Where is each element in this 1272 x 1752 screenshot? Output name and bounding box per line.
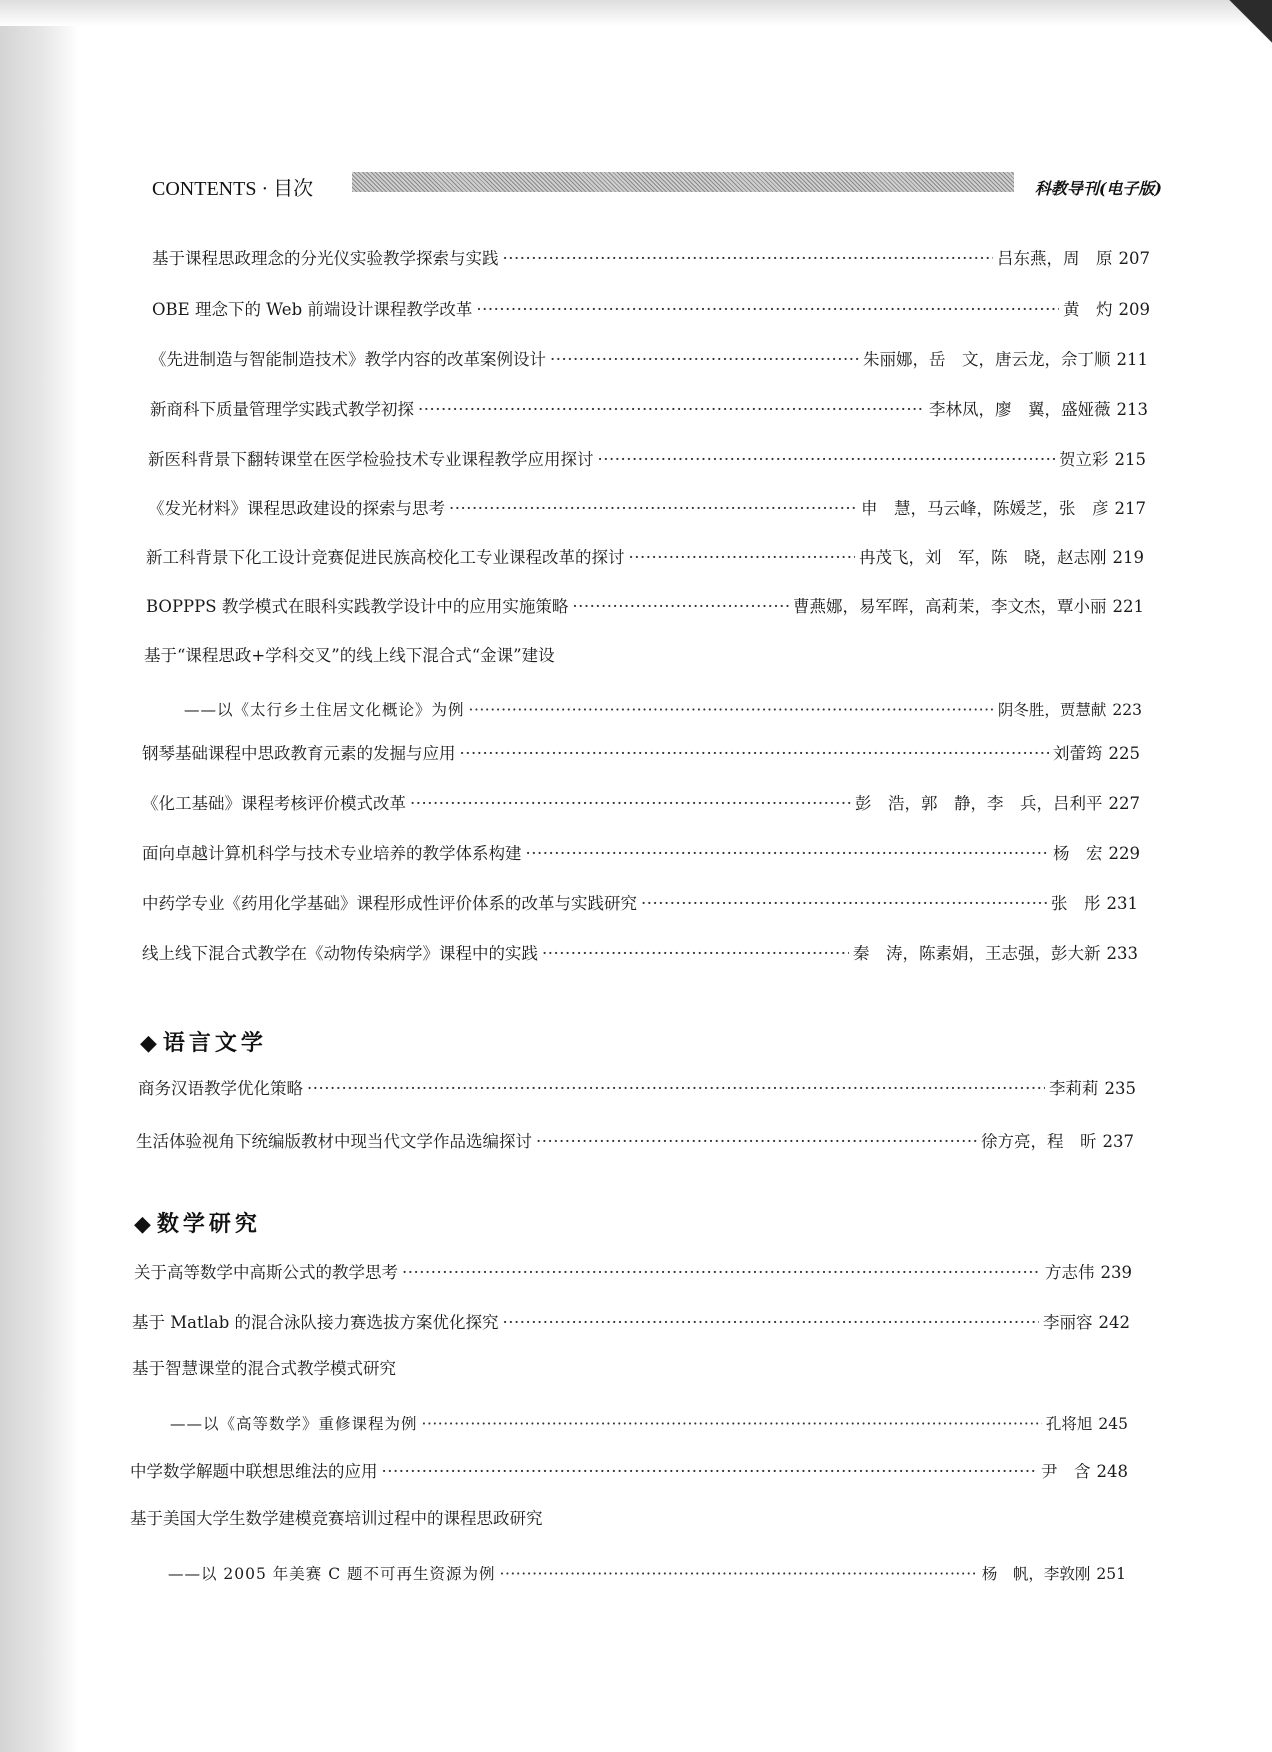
entry-subtitle: ——以《太行乡土住居文化概论》为例 [184, 701, 465, 719]
entry-title: 《化工基础》课程考核评价模式改革 [142, 794, 406, 813]
entry-authors: 阴冬胜，贾慧献 [997, 701, 1107, 719]
entry-page: 242 [1098, 1313, 1130, 1332]
entry-page: 213 [1116, 400, 1148, 419]
entry-page: 251 [1096, 1565, 1126, 1583]
entry-title: 钢琴基础课程中思政教育元素的发掘与应用 [142, 744, 456, 763]
entry-authors: 申 慧，马云峰，陈媛芝，张 彦 [861, 499, 1109, 518]
dot-leader [460, 743, 1050, 765]
toc-entry[interactable] [150, 349, 1148, 371]
entry-page: 233 [1106, 944, 1138, 963]
entry-page: 245 [1098, 1415, 1128, 1433]
entry-title: 《发光材料》课程思政建设的探索与思考 [148, 499, 445, 518]
contents-label: CONTENTS [152, 178, 257, 200]
entry-page: 207 [1118, 249, 1150, 268]
entry-page: 223 [1112, 701, 1142, 719]
dot-leader [550, 349, 859, 371]
entry-authors: 徐方亮，程 昕 [981, 1132, 1097, 1151]
entry-authors: 杨 宏 [1053, 844, 1103, 863]
dot-leader [449, 498, 857, 520]
entry-page: 221 [1112, 597, 1144, 616]
entry-page: 248 [1096, 1462, 1128, 1481]
entry-authors: 杨 帆，李敦刚 [981, 1565, 1091, 1583]
toc-entry[interactable] [150, 399, 1148, 421]
entry-page: 237 [1102, 1132, 1134, 1151]
toc-entry[interactable] [148, 449, 1146, 471]
dot-leader [572, 596, 789, 618]
dot-leader [641, 893, 1047, 915]
section-title: 数学研究 [156, 1212, 261, 1237]
journal-name: 科教导刊(电子版) [1034, 179, 1162, 198]
toc-entry[interactable] [142, 743, 1140, 765]
dot-leader [542, 943, 849, 965]
diamond-bullet-icon: ◆ [134, 1212, 151, 1237]
dot-leader [629, 547, 856, 569]
entry-page: 209 [1118, 300, 1150, 319]
entry-page: 235 [1104, 1079, 1136, 1098]
entry-page: 211 [1116, 350, 1148, 369]
toc-entry-subtitle[interactable] [168, 1563, 1126, 1585]
dot-leader [422, 1413, 1042, 1435]
entry-subtitle: ——以《高等数学》重修课程为例 [170, 1415, 418, 1433]
entry-title: 商务汉语教学优化策略 [138, 1079, 303, 1098]
entry-authors: 冉茂飞，刘 军，陈 晓，赵志刚 [859, 548, 1107, 567]
entry-title: 《先进制造与智能制造技术》教学内容的改革案例设计 [150, 350, 546, 369]
entry-authors: 李丽容 [1043, 1313, 1093, 1332]
entry-authors: 贺立彩 [1059, 450, 1109, 469]
dot-leader [307, 1078, 1045, 1100]
diamond-bullet-icon: ◆ [140, 1031, 157, 1056]
entry-title: 中学数学解题中联想思维法的应用 [130, 1462, 378, 1481]
toc-entry-subtitle[interactable] [184, 699, 1142, 721]
dot-leader [526, 843, 1050, 865]
entry-subtitle: ——以 2005 年美赛 C 题不可再生资源为例 [168, 1565, 496, 1583]
entry-authors: 李莉莉 [1049, 1079, 1099, 1098]
dot-leader [503, 248, 994, 270]
toc-entry[interactable] [132, 1312, 1130, 1334]
toc-entry[interactable] [146, 596, 1144, 618]
toc-entry[interactable] [130, 1461, 1128, 1483]
dot-leader [536, 1131, 977, 1153]
toc-entry[interactable] [136, 1131, 1134, 1153]
entry-title: 新医科背景下翻转课堂在医学检验技术专业课程教学应用探讨 [148, 450, 594, 469]
entry-title: 关于高等数学中高斯公式的教学思考 [134, 1263, 398, 1282]
entry-authors: 方志伟 [1045, 1263, 1095, 1282]
dot-leader [500, 1563, 978, 1585]
entry-title: BOPPPS 教学模式在眼科实践教学设计中的应用实施策略 [146, 597, 569, 616]
entry-page: 227 [1108, 794, 1140, 813]
section-heading-language [140, 1026, 267, 1057]
entry-authors: 黄 灼 [1063, 300, 1113, 319]
entry-authors: 秦 涛，陈素娟，王志强，彭大新 [853, 944, 1101, 963]
entry-authors: 孔将旭 [1045, 1415, 1093, 1433]
entry-authors: 尹 含 [1041, 1462, 1091, 1481]
entry-page: 217 [1114, 499, 1146, 518]
dot-leader [469, 699, 994, 721]
dot-leader [402, 1262, 1041, 1284]
entry-authors: 刘蕾筠 [1053, 744, 1103, 763]
toc-entry[interactable] [152, 299, 1150, 321]
entry-title: 新商科下质量管理学实践式教学初探 [150, 400, 414, 419]
toc-entry[interactable] [138, 1078, 1136, 1100]
dot-leader [382, 1461, 1038, 1483]
toc-entry-heading[interactable] [144, 645, 1142, 667]
entry-title: 基于课程思政理念的分光仪实验教学探索与实践 [152, 249, 499, 268]
entry-page: 231 [1106, 894, 1138, 913]
entry-authors: 彭 浩，郭 静，李 兵，吕利平 [855, 794, 1103, 813]
entry-title: 线上线下混合式教学在《动物传染病学》课程中的实践 [142, 944, 538, 963]
entry-title: 生活体验视角下统编版教材中现当代文学作品选编探讨 [136, 1132, 532, 1151]
toc-entry[interactable] [142, 893, 1138, 915]
dot-leader [503, 1312, 1039, 1334]
toc-entry[interactable] [134, 1262, 1132, 1284]
entry-title: 面向卓越计算机科学与技术专业培养的教学体系构建 [142, 844, 522, 863]
dot-leader [476, 299, 1059, 321]
toc-entry-heading[interactable] [130, 1508, 1128, 1530]
dot-leader [410, 793, 851, 815]
dot-leader [598, 449, 1056, 471]
entry-page: 219 [1112, 548, 1144, 567]
entry-authors: 曹燕娜，易军晖，高莉茉，李文杰，覃小丽 [793, 597, 1107, 616]
section-title: 语言文学 [162, 1031, 267, 1056]
entry-page: 225 [1108, 744, 1140, 763]
entry-title: 新工科背景下化工设计竞赛促进民族高校化工专业课程改革的探讨 [146, 548, 625, 567]
toc-entry[interactable] [142, 843, 1140, 865]
toc-entry-heading[interactable] [132, 1358, 1130, 1380]
entry-title: OBE 理念下的 Web 前端设计课程教学改革 [152, 300, 473, 319]
toc-entry[interactable] [142, 943, 1138, 965]
entry-authors: 吕东燕，周 原 [997, 249, 1113, 268]
mulu-label: 目次 [273, 176, 314, 200]
header-separator: · [261, 178, 269, 200]
entry-authors: 李林凤，廖 翼，盛娅薇 [929, 400, 1111, 419]
toc-entry[interactable] [148, 498, 1146, 520]
dot-leader [418, 399, 925, 421]
entry-page: 239 [1100, 1263, 1132, 1282]
entry-title: 中药学专业《药用化学基础》课程形成性评价体系的改革与实践研究 [142, 894, 637, 913]
entry-authors: 朱丽娜，岳 文，唐云龙，佘丁顺 [863, 350, 1111, 369]
entry-title: 基于美国大学生数学建模竞赛培训过程中的课程思政研究 [130, 1509, 543, 1528]
entry-title: 基于 Matlab 的混合泳队接力赛选拔方案优化探究 [132, 1313, 499, 1332]
toc-entry[interactable] [146, 547, 1144, 569]
section-heading-math [134, 1207, 261, 1238]
toc-entry-subtitle[interactable] [170, 1413, 1128, 1435]
entry-title: 基于智慧课堂的混合式教学模式研究 [132, 1359, 396, 1378]
entry-page: 229 [1108, 844, 1140, 863]
toc-entry[interactable] [142, 793, 1140, 815]
entry-authors: 张 彤 [1051, 894, 1101, 913]
toc-entry[interactable] [152, 248, 1150, 270]
entry-title: 基于“课程思政+学科交叉”的线上线下混合式“金课”建设 [144, 646, 555, 665]
entry-page: 215 [1114, 450, 1146, 469]
